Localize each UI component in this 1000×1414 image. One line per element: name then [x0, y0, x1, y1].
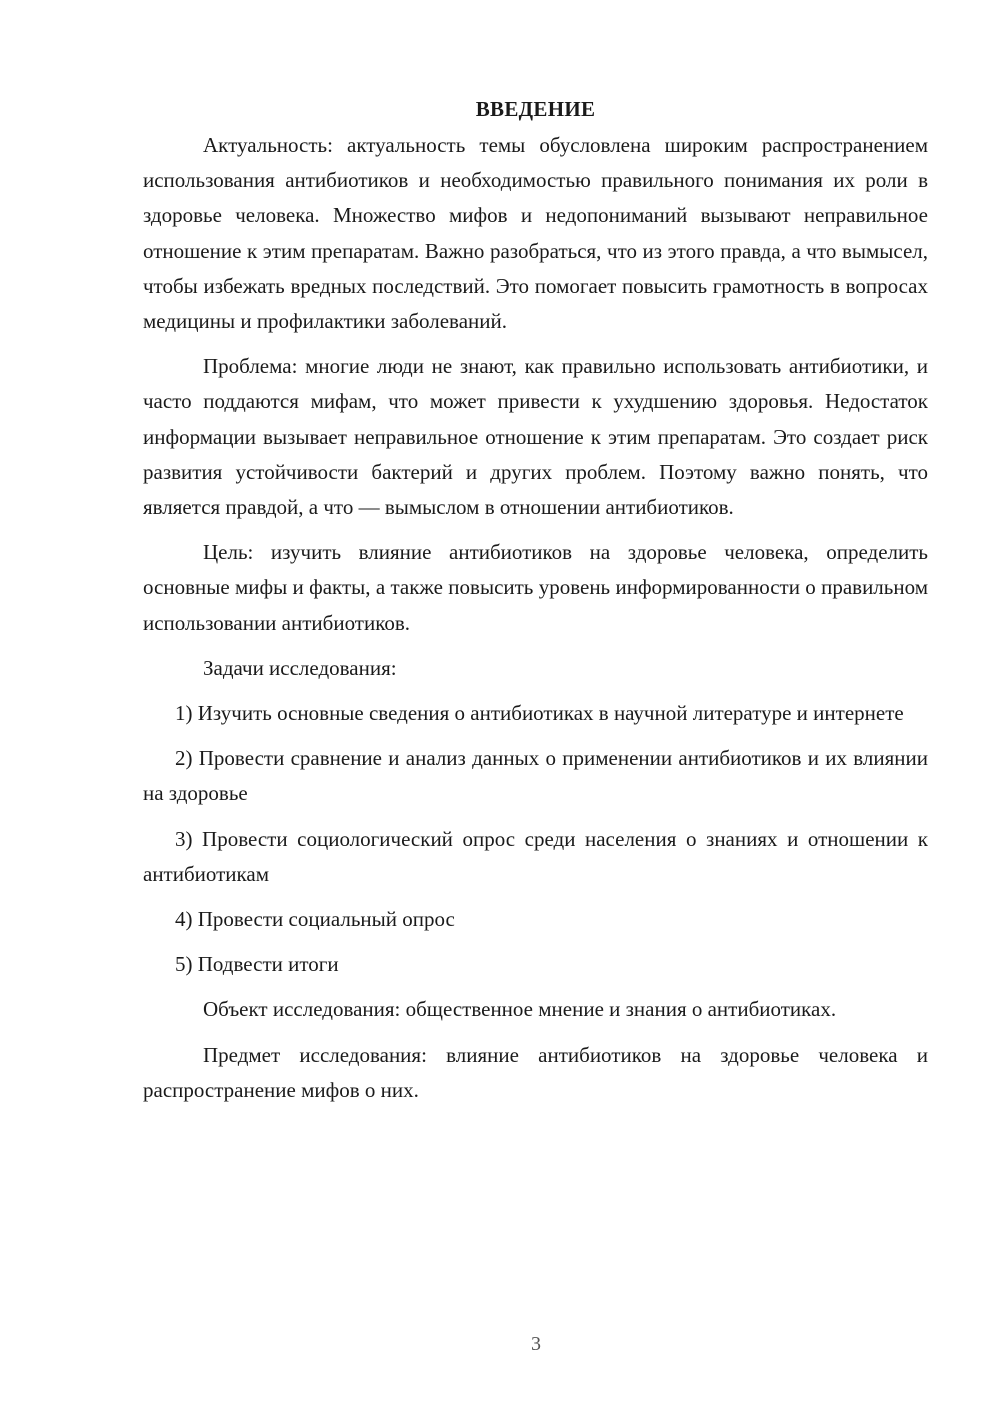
goal-paragraph: Цель: изучить влияние антибиотиков на здоровье человека, определить основные мифы и факты, а также повысить уровень информированности о правильном использовании антибиотиков. [143, 540, 928, 635]
object-paragraph: Объект исследования: общественное мнение и знания о антибиотиках. [203, 997, 837, 1022]
subject-paragraph: Предмет исследования: влияние антибиотиков на здоровье человека и распространение мифов о них. [143, 1042, 928, 1102]
task-item-5: 5) Подвести итоги [175, 952, 339, 977]
task-item-3: 3) Провести социологический опрос среди населения о знаниях и отношении к антибиотикам [143, 826, 928, 886]
tasks-heading: Задачи исследования: [203, 655, 397, 680]
page-number: 3 [531, 1333, 541, 1355]
document-page [143, 92, 928, 1108]
page-title: ВВЕДЕНИЕ [475, 97, 596, 121]
task-item-2: 2) Провести сравнение и анализ данных о применении антибиотиков и их влиянии на здоровье [143, 746, 928, 806]
task-item-4: 4) Провести социальный опрос [175, 907, 455, 932]
task-item-1: 1) Изучить основные сведения о антибиотиках в научной литературе и интернете [175, 701, 904, 726]
relevance-paragraph: Актуальность: актуальность темы обусловлена широким распространением использования антибиотиков и необходимостью правильного понимания их роли в здоровье человека. Множество мифов и недопониманий вызывают неправильное отношение к этим препаратам. Важно разобраться, что из этого правда, а что вымысел, чтобы избежать вредных последствий. Это помогает повысить грамотность в вопросах медицины и профилактики заболеваний. [143, 133, 928, 334]
problem-paragraph: Проблема: многие люди не знают, как правильно использовать антибиотики, и часто поддаются мифам, что может привести к ухудшению здоровья. Недостаток информации вызывает неправильное отношение к этим препаратам. Это создает риск развития устойчивости бактерий и других проблем. Поэтому важно понять, что является правдой, а что — вымыслом в отношении антибиотиков. [143, 354, 928, 520]
